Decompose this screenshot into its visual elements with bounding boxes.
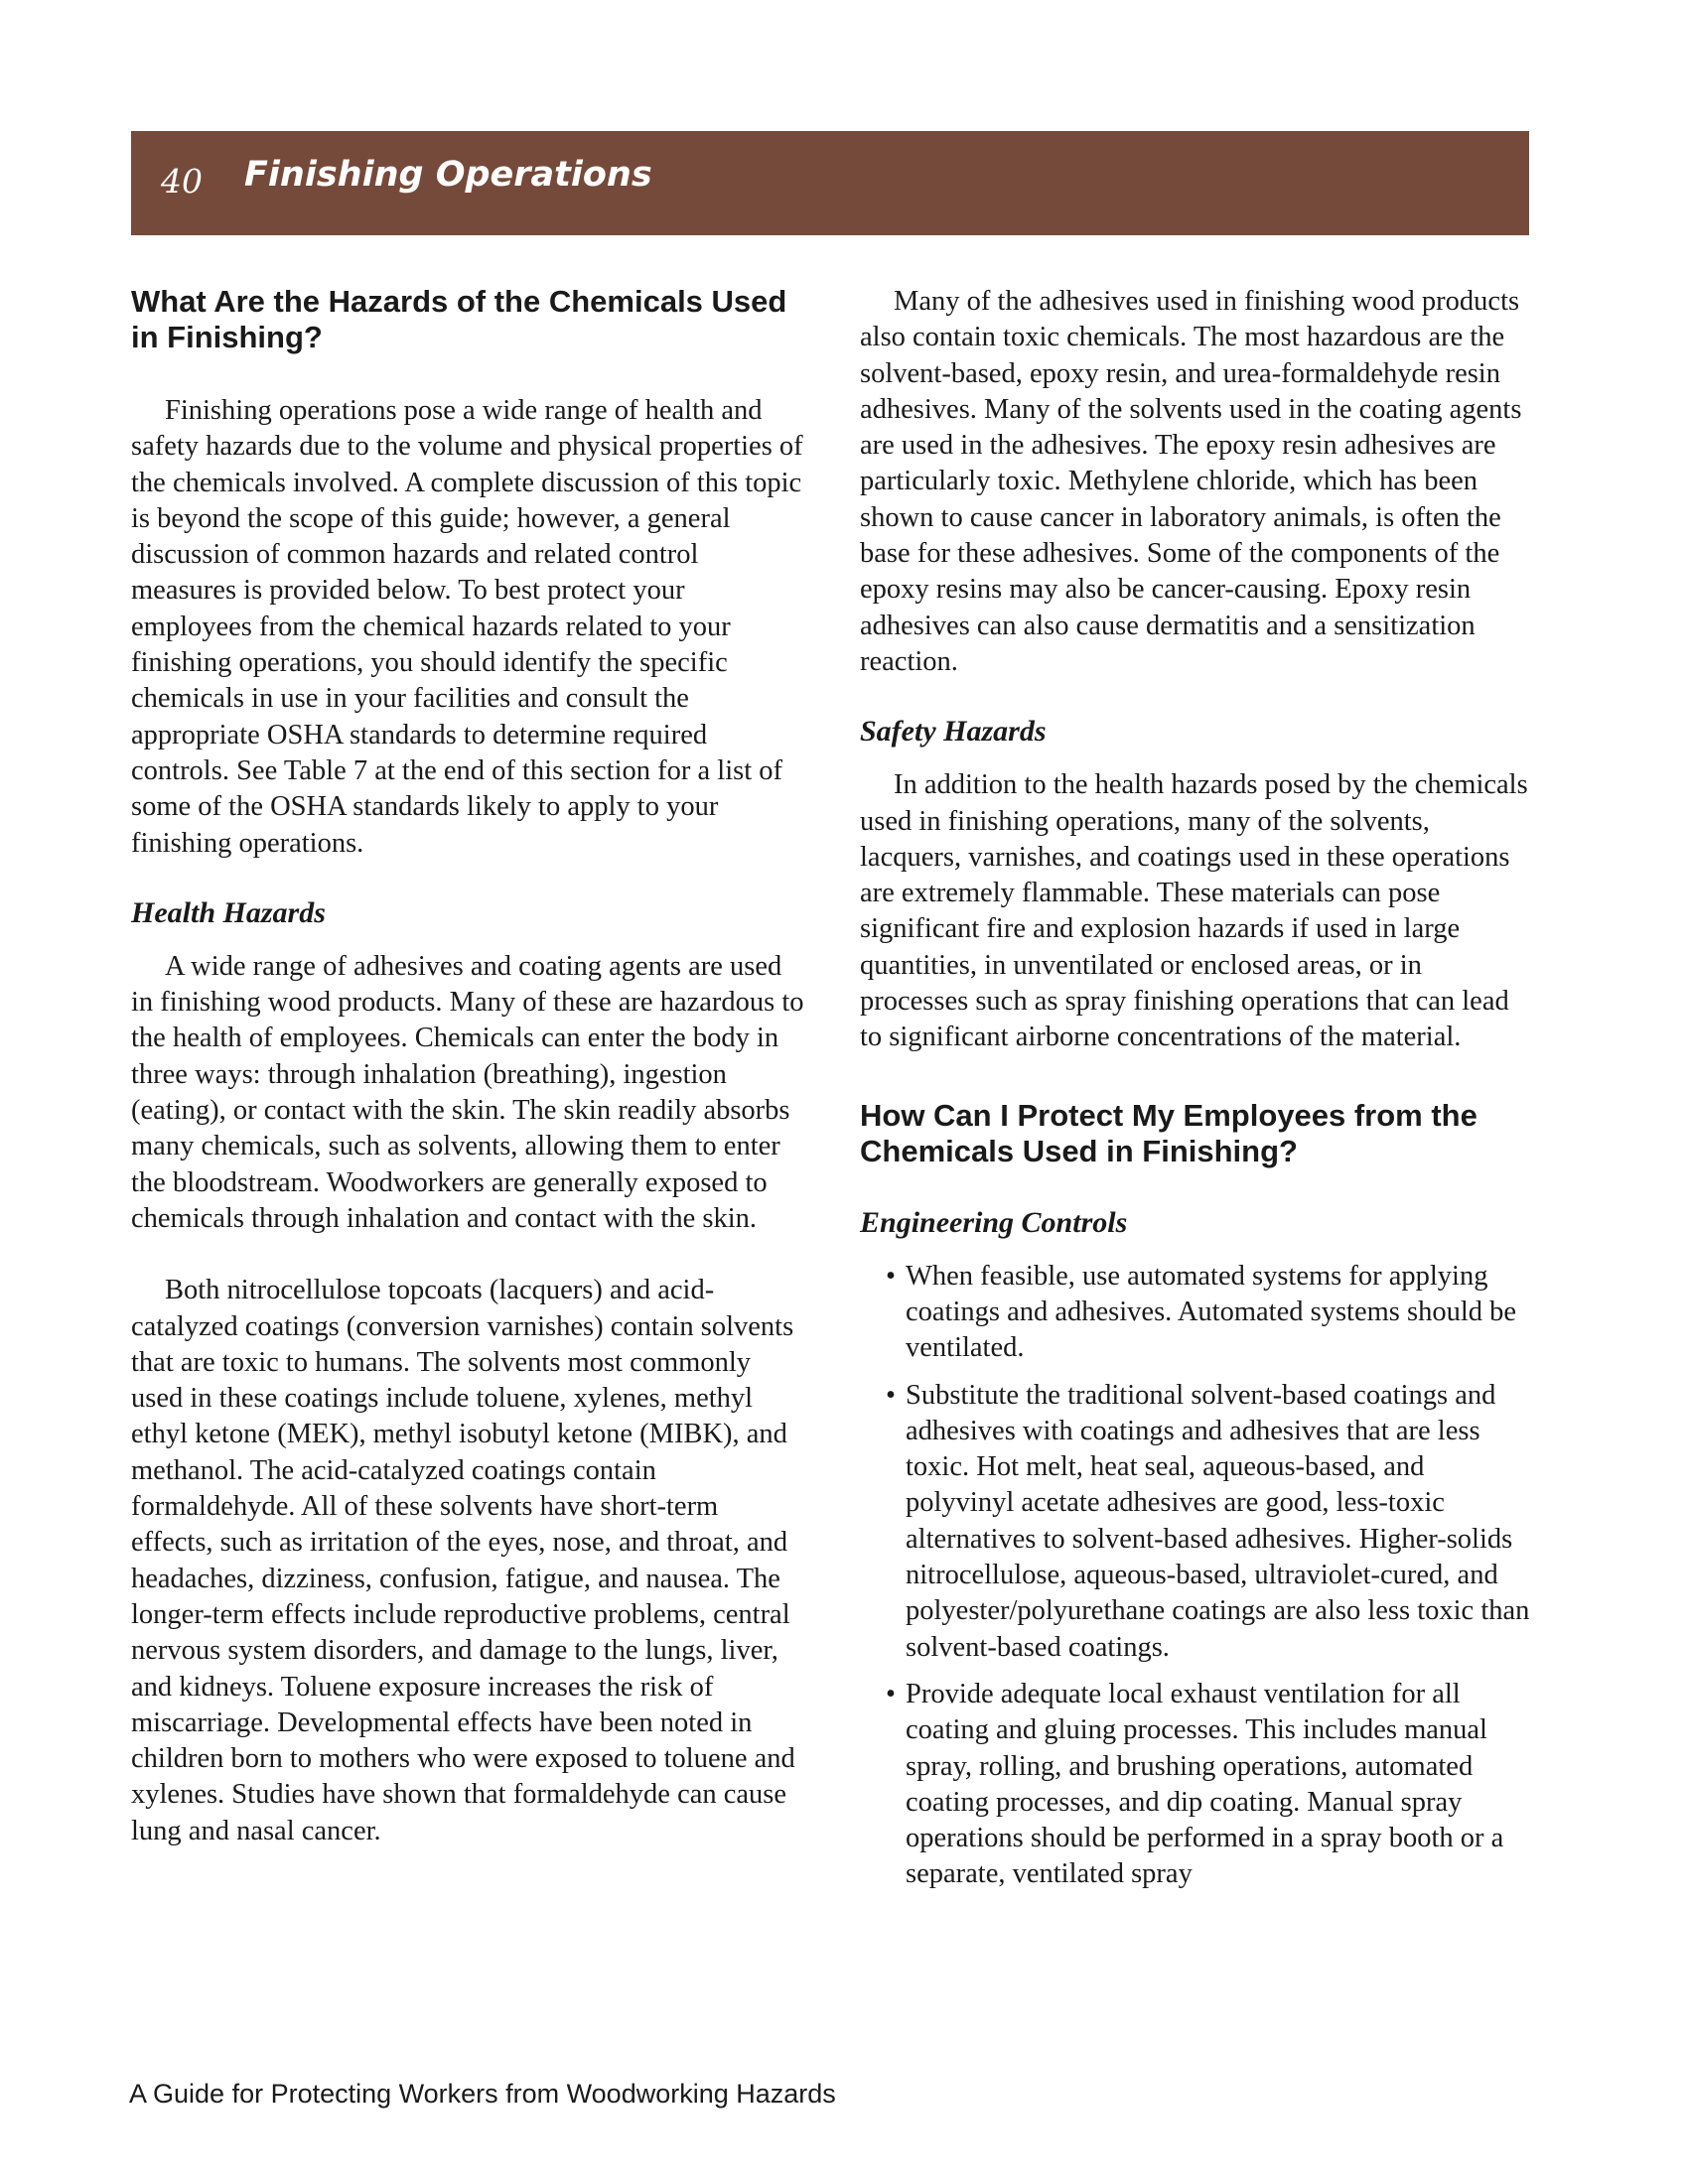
right-column [860,284,1531,1893]
health-paragraph-2: Both nitrocellulose topcoats (lacquers) and acid-catalyzed coatings (conversion varnishes) contain solvents that are toxic to humans. The solvents most commonly used in these coatings include toluene, xylenes, methyl ethyl ketone (MEK), methyl isobutyl ketone (MIBK), and methanol. The acid-catalyzed coatings contain formaldehyde. All of these solvents have short-term effects, such as irritation of the eyes, nose, and throat, and headaches, dizziness, confusion, fatigue, and nausea. The longer-term effects include reproductive problems, central nervous system disorders, and damage to the lungs, liver, and kidneys. Toluene exposure increases the risk of miscarriage. Developmental effects have been noted in children born to mothers who were exposed to toluene and xylenes. Studies have shown that formaldehyde can cause lung and nasal cancer. [131,1275,795,1846]
bullet-icon: • [886,1260,896,1292]
intro-paragraph: Finishing operations pose a wide range of health and safety hazards due to the volume and physical properties of the chemicals involved. A complete discussion of this topic is beyond the scope of this guide; however, a general discussion of common hazards and related control measures is provided below. To best protect your employees from the chemical hazards related to your finishing operations, you should identify the specific chemicals in use in your facilities and consult the appropriate OSHA standards to determine required controls. See Table 7 at the end of this section for a list of some of the OSHA standards likely to apply to your finishing operations. [131,395,803,859]
list-item: • Provide adequate local exhaust ventilation for all coating and gluing processes. This includes manual spray, rolling, and brushing operations, automated coating processes, and dip coating. Manual spray operations should be performed in a spray booth or a separate, ventilated spray [886,1678,1504,1890]
page-number: 40 [161,162,203,201]
page-footer: A Guide for Protecting Workers from Woodworking Hazards [129,2079,836,2109]
adhesives-paragraph: Many of the adhesives used in finishing wood products also contain toxic chemicals. The most hazardous are the solvent-based, epoxy resin, and urea-formaldehyde resin adhesives. Many of the solvents used in the coating agents are used in the adhesives. The epoxy resin adhesives are particularly toxic. Methylene chloride, which has been shown to cause cancer in laboratory animals, is often the base for these adhesives. Some of the components of the epoxy resins may also be cancer-causing. Epoxy resin adhesives can also cause dermatitis and a sensitization reaction. [860,286,1522,677]
health-paragraph-1: A wide range of adhesives and coating agents are used in finishing wood products. Many of these are hazardous to the health of employees. Chemicals can enter the body in three ways: through inhalation (breathing), ingestion (eating), or contact with the skin. The skin readily absorbs many chemicals, such as solvents, allowing them to enter the bloodstream. Woodworkers are generally exposed to chemicals through inhalation and contact with the skin. [131,950,804,1234]
subheading-engineering-controls: Engineering Controls [860,1205,1128,1239]
left-column [131,284,804,1849]
list-item: • When feasible, use automated systems for applying coatings and adhesives. Automated systems should be ventilated. [886,1260,1517,1364]
section-heading-protect-employees: How Can I Protect My Employees from the Chemicals Used in Finishing? [860,1097,1477,1168]
bullet-icon: • [886,1678,896,1709]
engineering-controls-list [860,1259,1531,1893]
chapter-title: Finishing Operations [244,155,652,195]
section-heading-chemical-hazards: What Are the Hazards of the Chemicals Used in Finishing? [131,284,787,354]
subheading-health-hazards: Health Hazards [131,895,326,929]
safety-paragraph: In addition to the health hazards posed by the chemicals used in finishing operations, many of the solvents, lacquers, varnishes, and coatings used in these operations are extremely flammable. These materials can pose significant fire and explosion hazards if used in large quantities, in unventilated or enclosed areas, or in processes such as spray finishing operations that can lead to significant airborne concentrations of the material. [860,769,1528,1053]
subheading-safety-hazards: Safety Hazards [860,715,1047,749]
list-item: • Substitute the traditional solvent-based coatings and adhesives with coatings and adhesives that are less toxic. Hot melt, heat seal, aqueous-based, and polyvinyl acetate adhesives are good, less-toxic alternatives to solvent-based adhesives. Higher-solids nitrocellulose, aqueous-based, ultraviolet-cured, and polyester/polyurethane coatings are also less toxic than solvent-based coatings. [886,1379,1530,1663]
bullet-icon: • [886,1379,896,1411]
